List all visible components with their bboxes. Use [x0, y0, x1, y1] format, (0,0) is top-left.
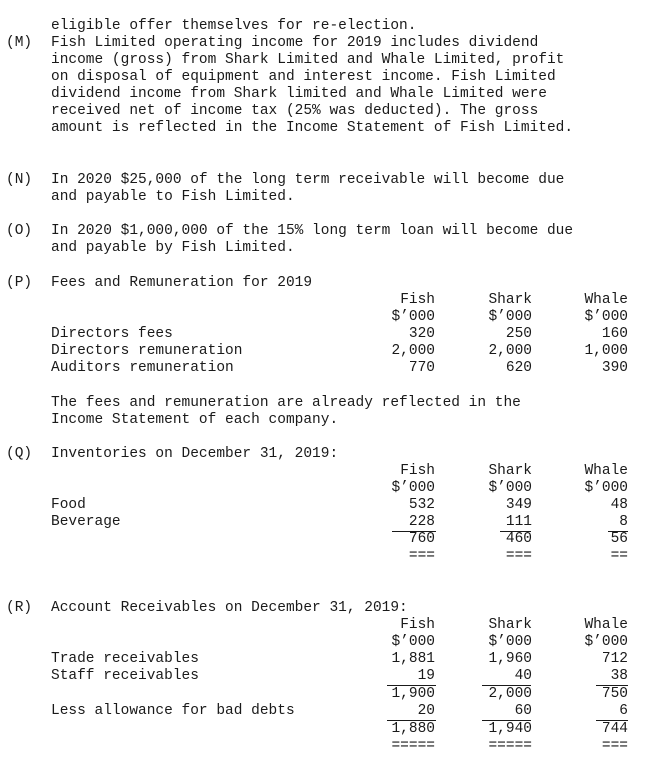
cell-value: 48	[610, 497, 628, 513]
cell-value: 228	[408, 514, 435, 530]
note-q-label: (Q)	[6, 446, 33, 462]
note-p-footer: Income Statement of each company.	[51, 412, 339, 428]
row-label: Food	[51, 497, 86, 513]
cell-value: 1,960	[488, 651, 532, 667]
cell-value: 390	[601, 360, 628, 376]
row-label: Directors remuneration	[51, 343, 243, 359]
total-value: 1,880	[391, 721, 435, 737]
cell-value: 620	[505, 360, 532, 376]
col-unit: $’000	[391, 309, 435, 325]
double-underline: ===	[505, 548, 532, 564]
note-m-line: on disposal of equipment and interest income. Fish Limited	[51, 69, 556, 85]
cell-value: 60	[514, 703, 532, 719]
subtotal-value: 1,900	[391, 686, 435, 702]
col-unit: $’000	[488, 480, 532, 496]
note-m-line: received net of income tax (25% was deducted). The gross	[51, 103, 539, 119]
subtotal-value: 2,000	[488, 686, 532, 702]
note-p-title: Fees and Remuneration for 2019	[51, 275, 313, 291]
cell-value: 19	[417, 668, 435, 684]
note-p-footer: The fees and remuneration are already reflected in the	[51, 395, 521, 411]
subtotal-value: 750	[601, 686, 628, 702]
note-m-label: (M)	[6, 35, 33, 51]
double-underline: ===	[601, 738, 628, 754]
total-value: 744	[601, 721, 628, 737]
col-unit: $’000	[391, 480, 435, 496]
note-o-label: (O)	[6, 223, 33, 239]
intro-line: eligible offer themselves for re-election.	[51, 18, 417, 34]
col-header-fish: Fish	[400, 463, 435, 479]
col-header-shark: Shark	[488, 463, 532, 479]
double-underline: =====	[391, 738, 435, 754]
col-header-whale: Whale	[584, 292, 628, 308]
note-r-title: Account Receivables on December 31, 2019:	[51, 600, 408, 616]
cell-value: 2,000	[488, 343, 532, 359]
cell-value: 1,881	[391, 651, 435, 667]
cell-value: 2,000	[391, 343, 435, 359]
double-underline: ==	[610, 548, 628, 564]
cell-value: 38	[610, 668, 628, 684]
col-unit: $’000	[584, 480, 628, 496]
col-unit: $’000	[584, 634, 628, 650]
note-m-line: dividend income from Shark limited and Whale Limited were	[51, 86, 547, 102]
col-header-fish: Fish	[400, 617, 435, 633]
cell-value: 250	[505, 326, 532, 342]
double-underline: =====	[488, 738, 532, 754]
cell-value: 20	[417, 703, 435, 719]
total-value: 1,940	[488, 721, 532, 737]
note-o-line: In 2020 $1,000,000 of the 15% long term loan will become due	[51, 223, 574, 239]
double-underline: ===	[408, 548, 435, 564]
row-label: Directors fees	[51, 326, 173, 342]
note-o-line: and payable by Fish Limited.	[51, 240, 295, 256]
cell-value: 770	[408, 360, 435, 376]
note-n-line: In 2020 $25,000 of the long term receivable will become due	[51, 172, 565, 188]
note-p-label: (P)	[6, 275, 33, 291]
col-unit: $’000	[584, 309, 628, 325]
col-unit: $’000	[488, 309, 532, 325]
col-header-shark: Shark	[488, 292, 532, 308]
col-unit: $’000	[391, 634, 435, 650]
cell-value: 1,000	[584, 343, 628, 359]
row-label: Less allowance for bad debts	[51, 703, 295, 719]
note-m-line: Fish Limited operating income for 2019 includes dividend	[51, 35, 539, 51]
total-value: 760	[408, 531, 435, 547]
cell-value: 6	[619, 703, 628, 719]
total-value: 56	[610, 531, 628, 547]
total-value: 460	[505, 531, 532, 547]
row-label: Beverage	[51, 514, 121, 530]
note-r-label: (R)	[6, 600, 33, 616]
cell-value: 532	[408, 497, 435, 513]
note-m-line: income (gross) from Shark Limited and Whale Limited, profit	[51, 52, 565, 68]
col-header-whale: Whale	[584, 463, 628, 479]
cell-value: 160	[601, 326, 628, 342]
cell-value: 40	[514, 668, 532, 684]
cell-value: 111	[505, 514, 532, 530]
row-label: Auditors remuneration	[51, 360, 234, 376]
row-label: Trade receivables	[51, 651, 199, 667]
note-n-line: and payable to Fish Limited.	[51, 189, 295, 205]
col-header-whale: Whale	[584, 617, 628, 633]
note-q-title: Inventories on December 31, 2019:	[51, 446, 339, 462]
cell-value: 320	[408, 326, 435, 342]
cell-value: 349	[505, 497, 532, 513]
col-header-fish: Fish	[400, 292, 435, 308]
col-header-shark: Shark	[488, 617, 532, 633]
col-unit: $’000	[488, 634, 532, 650]
cell-value: 8	[619, 514, 628, 530]
cell-value: 712	[601, 651, 628, 667]
row-label: Staff receivables	[51, 668, 199, 684]
note-n-label: (N)	[6, 172, 33, 188]
note-m-line: amount is reflected in the Income Statement of Fish Limited.	[51, 120, 574, 136]
